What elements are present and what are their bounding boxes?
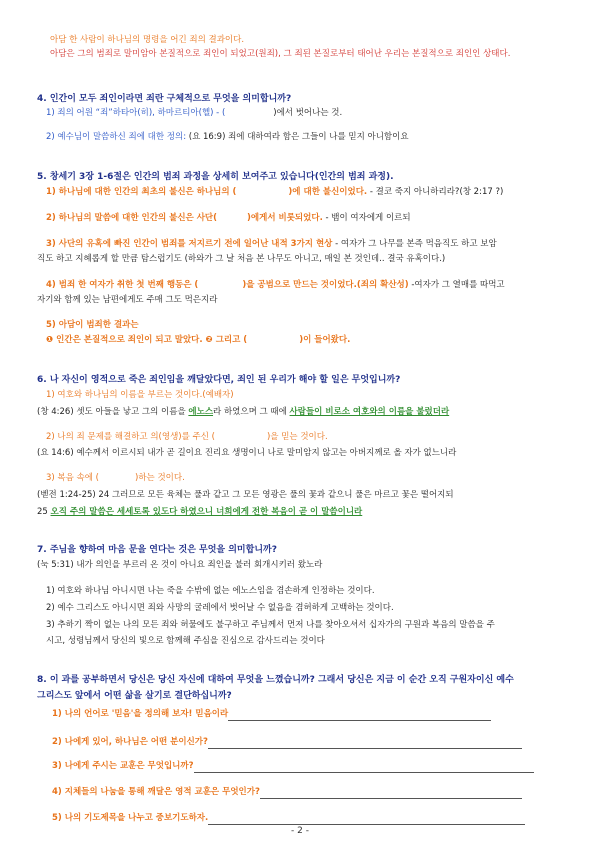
q8-item-1-label: 1) 나의 언어로 '믿음'을 정의해 보자! 믿음이라 [52, 709, 229, 719]
q8-item-1 [52, 707, 491, 721]
q8-item-4 [52, 785, 522, 799]
q8-item-3 [52, 759, 534, 773]
q5-a4-line-2: 자기와 함께 있는 남편에게도 주매 그도 먹은지라 [37, 295, 218, 305]
q5-a5-pre: ❶ 인간은 본질적으로 죄인이 되고 말았다. ❷ 그리고 ( [46, 335, 248, 345]
q5-a1-post: - 결코 죽지 아니하리라?(창 2:17 ?) [367, 187, 504, 197]
q7-title: 7. 주님을 향하여 마음 문을 연다는 것은 무엇을 의미합니까? [37, 545, 277, 555]
q4-title: 4. 인간이 모두 죄인이라면 죄란 구체적으로 무엇을 의미합니까? [37, 94, 292, 104]
q5-a4-pre: 4) 범죄 한 여자가 취한 첫 번째 행동은 ( [46, 280, 199, 290]
q6-a1-ref-green: 사람들이 비로소 여호와의 이름을 불렀더라 [289, 407, 450, 417]
q6-a2-pre: 2) 나의 죄 문제를 해결하고 의(영생)를 주신 ( [46, 432, 215, 442]
q6-a3-reference-1: (벧전 1:24-25) 24 그러므로 모든 육체는 풀과 같고 그 모든 영광은 풀의 꽃과 같으니 풀은 마르고 꽃은 떨어지되 [37, 490, 454, 500]
q5-a2-mid: )에게서 비롯되었다. [247, 213, 323, 223]
q5-a1-mid: )에 대한 불신이었다. [288, 187, 368, 197]
q6-title: 6. 나 자신이 영적으로 죽은 죄인임을 깨달았다면, 죄인 된 우리가 해야 할 일은 무엇입니까? [37, 375, 401, 385]
q8-item-4-label: 4) 지체들의 나눔을 통해 깨달은 영적 교훈은 무엇인가? [52, 787, 260, 797]
q5-a3-line-2: 직도 하고 지혜롭게 할 만큼 탐스럽기도 (하와가 그 날 처음 본 나무도 아니고, 매일 본 것인데.. 결국 유혹이다.) [37, 254, 446, 264]
q5-a5-title: 5) 아담이 범죄한 결과는 [46, 320, 139, 330]
q6-answer-3 [46, 471, 185, 485]
intro-line-2: 아담은 그의 범죄로 말미암아 본질적으로 죄인이 되었고(원죄), 그 죄된 본질로부터 태어난 우리는 본질적으로 죄인인 상태다. [50, 49, 511, 59]
q5-answer-2 [46, 211, 411, 225]
q8-item-3-label: 3) 나에게 주시는 교훈은 무엇입니까? [52, 761, 194, 771]
q8-item-5-label: 5) 나의 기도제목을 나누고 중보기도하자. [52, 813, 209, 823]
q4-a1-pre: 1) 죄의 어원 “죄”하타아(히), 하마르티아(헬) - ( [46, 108, 226, 118]
q7-reference: (눅 5:31) 내가 의인을 부르러 온 것이 아니요 죄인을 불러 회개시키러 왔노라 [37, 560, 323, 570]
q5-answer-1 [46, 185, 503, 199]
q5-title: 5. 창세기 3장 1-6절은 인간의 범죄 과정을 상세히 보여주고 있습니다(인간의 범죄 과정). [37, 172, 394, 182]
q6-a2-reference: (요 14:6) 예수께서 이르시되 내가 곧 길이요 진리요 생명이니 나로 말미암지 않고는 아버지께로 올 자가 없느니라 [37, 448, 457, 458]
page-number: - 2 - [291, 826, 309, 836]
q5-a2-post: - 뱀이 여자에게 이르되 [322, 213, 411, 223]
q6-answer-1: 1) 여호와 하나님의 이름을 부르는 것이다.(예배자) [46, 390, 234, 400]
q7-answer-1: 1) 여호와 하나님 아니시면 나는 죽을 수밖에 없는 에노스임을 겸손하게 인정하는 것이다. [46, 586, 375, 596]
q5-a1-pre: 1) 하나님에 대한 인간의 최초의 불신은 하나님의 ( [46, 187, 237, 197]
q4-answer-2 [46, 130, 409, 144]
q8-item-2-label: 2) 나에게 있어, 하나님은 어떤 분이신가? [52, 737, 208, 747]
q6-a3-post: )하는 것이다. [135, 473, 185, 483]
q5-a4-post: -여자가 그 열매를 따먹고 [408, 280, 505, 290]
q4-answer-1 [46, 106, 342, 120]
q7-answer-3-line-1: 3) 추하기 짝이 없는 나의 모든 죄와 허물에도 불구하고 주님께서 먼저 나를 찾아오셔서 십자가의 구원과 복음의 말씀을 주 [46, 620, 495, 630]
q8-item-5-answer-line[interactable] [208, 814, 525, 825]
q8-item-2-answer-line[interactable] [208, 738, 522, 749]
q8-item-2 [52, 735, 522, 749]
q6-a1-ref-name: 에노스 [188, 407, 214, 417]
q8-title-line-2: 그리스도 앞에서 어떤 삶을 살기로 결단하십니까? [37, 691, 232, 701]
q5-a4-mid: )을 공범으로 만드는 것이었다.(죄의 확산성) [242, 280, 409, 290]
q7-answer-2: 2) 예수 그리스도 아니시면 죄와 사망의 굴레에서 벗어날 수 없음을 겸허하게 고백하는 것이다. [46, 603, 394, 613]
q8-item-1-answer-line[interactable] [228, 710, 491, 721]
q6-a3-pre: 3) 복음 속에 ( [46, 473, 99, 483]
q5-answer-5 [46, 333, 350, 347]
q8-item-4-answer-line[interactable] [260, 788, 522, 799]
q6-a1-ref-pre: (창 4:26) 셋도 아들을 낳고 그의 이름을 [37, 407, 189, 417]
q6-answer-2 [46, 430, 328, 444]
q5-a3-rest: - 여자가 그 나무를 본즉 먹음직도 하고 보암 [332, 239, 497, 249]
q8-title-line-1: 8. 이 과를 공부하면서 당신은 당신 자신에 대하여 무엇을 느꼈습니까? 그래서 당신은 지금 이 순간 오직 구원자이신 예수 [37, 675, 514, 685]
q6-a1-reference [37, 405, 449, 419]
q6-a2-post: )을 믿는 것이다. [266, 432, 328, 442]
q5-answer-4 [46, 278, 505, 292]
q5-answer-3 [46, 237, 497, 251]
q8-item-5 [52, 811, 525, 825]
q5-a5-post: )이 들어왔다. [299, 335, 351, 345]
q6-a1-ref-mid: 라 하였으며 그 때에 [213, 407, 290, 417]
q6-a3-ref2-pre: 25 [37, 507, 51, 517]
q4-a1-post: )에서 벗어나는 것. [273, 108, 343, 118]
q7-answer-3-line-2: 시고, 성령님께서 당신의 빛으로 함께해 주심을 진심으로 감사드리는 것이다 [46, 636, 325, 646]
q6-a3-ref2-green: 오직 주의 말씀은 세세토록 있도다 하였으니 너희에게 전한 복음이 곧 이 말씀이니라 [50, 507, 363, 517]
q4-a2-pre: 2) 예수님이 말씀하신 죄에 대한 정의: [46, 132, 187, 142]
q5-a3-bold: 3) 사단의 유혹에 빠진 인간이 범죄를 저지르기 전에 일어난 내적 3가지 현상 [46, 239, 333, 249]
q4-a2-post: (요 16:9) 죄에 대하여라 함은 그들이 나를 믿지 아니함이요 [186, 132, 409, 142]
q8-item-3-answer-line[interactable] [194, 762, 534, 773]
intro-line-1: 아담 한 사람이 하나님의 명령을 어긴 죄의 결과이다. [50, 35, 245, 45]
q6-a3-reference-2 [37, 505, 362, 519]
q5-a2-pre: 2) 하나님의 말씀에 대한 인간의 불신은 사단( [46, 213, 218, 223]
